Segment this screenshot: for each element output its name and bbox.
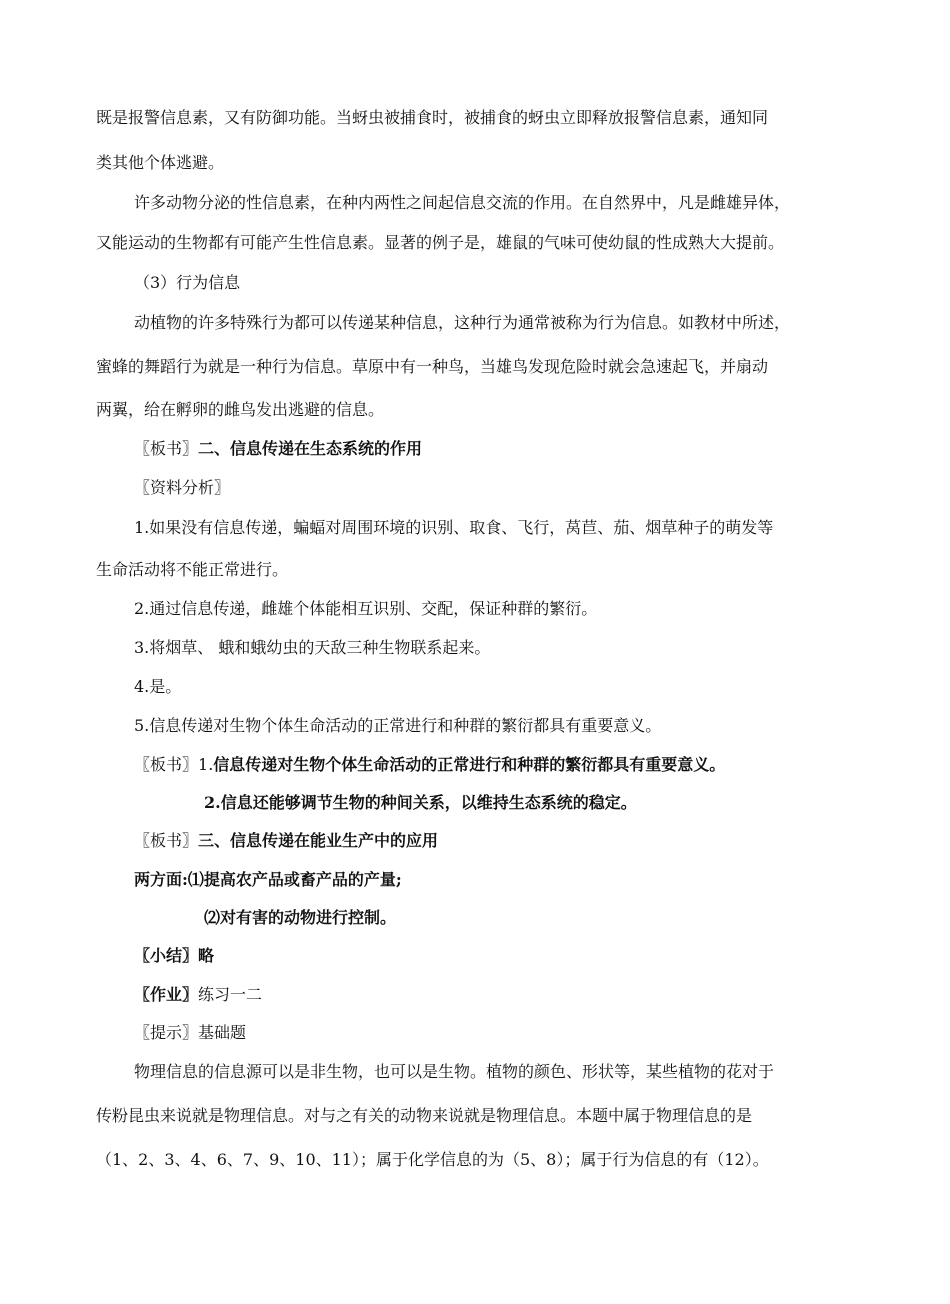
analysis-tag: 〖资料分析〗 bbox=[134, 478, 231, 497]
board-point: 两方面:⑴提高农产品或畜产品的产量; bbox=[134, 870, 402, 889]
paragraph-line: 又能运动的生物都有可能产生性信息素。显著的例子是，雄鼠的气味可使幼鼠的性成熟大大提前。 bbox=[96, 233, 785, 252]
analysis-item: 4.是。 bbox=[134, 677, 182, 696]
paragraph-line: 两翼，给在孵卵的雌鸟发出逃避的信息。 bbox=[96, 400, 385, 419]
hint-line bbox=[134, 1023, 246, 1043]
homework-line bbox=[134, 985, 262, 1005]
analysis-item: 1.如果没有信息传递，蝙蝠对周围环境的识别、取食、飞行，莴苣、茄、烟草种子的萌发等 bbox=[134, 518, 774, 537]
paragraph-line: （1、2、3、4、6、7、9、10、11）；属于化学信息的为（5、8）；属于行为信息的有（12）。 bbox=[96, 1150, 769, 1169]
paragraph-line: 既是报警信息素，又有防御功能。当蚜虫被捕食时，被捕食的蚜虫立即释放报警信息素，通知同 bbox=[96, 108, 769, 127]
board-heading: 二、信息传递在生态系统的作用 bbox=[198, 439, 423, 458]
analysis-item: 3.将烟草、 蛾和蛾幼虫的天敌三种生物联系起来。 bbox=[134, 638, 491, 657]
summary-line bbox=[134, 946, 214, 966]
summary-tag: 〖小结〗 bbox=[134, 946, 199, 965]
paragraph-line: 物理信息的信息源可以是非生物，也可以是生物。植物的颜色、形状等，某些植物的花对于 bbox=[134, 1062, 775, 1081]
paragraph-line: 动植物的许多特殊行为都可以传递某种信息，这种行为通常被称为行为信息。如教材中所述， bbox=[134, 313, 791, 332]
board-note-2 bbox=[134, 755, 725, 775]
board-note-1 bbox=[134, 439, 422, 459]
section-heading: （3）行为信息 bbox=[134, 273, 241, 292]
homework-text: 练习一二 bbox=[198, 985, 263, 1004]
board-number: 1. bbox=[198, 755, 214, 774]
board-tag: 〖板书〗 bbox=[134, 755, 199, 774]
board-tag: 〖板书〗 bbox=[134, 831, 199, 850]
analysis-item: 5.信息传递对生物个体生命活动的正常进行和种群的繁衍都具有重要意义。 bbox=[134, 716, 662, 735]
homework-tag: 〖作业〗 bbox=[134, 985, 199, 1004]
paragraph-line: 许多动物分泌的性信息素，在种内两性之间起信息交流的作用。在自然界中，凡是雌雄异体， bbox=[134, 193, 791, 212]
board-heading: 三、信息传递在能业生产中的应用 bbox=[198, 831, 439, 850]
board-point: ⑵对有害的动物进行控制。 bbox=[204, 908, 397, 927]
paragraph-line: 类其他个体逃避。 bbox=[96, 153, 225, 172]
hint-text: 基础题 bbox=[198, 1023, 247, 1042]
analysis-item: 生命活动将不能正常进行。 bbox=[96, 560, 289, 579]
hint-tag: 〖提示〗 bbox=[134, 1023, 199, 1042]
summary-text: 略 bbox=[198, 946, 215, 965]
analysis-item: 2.通过信息传递，雌雄个体能相互识别、交配，保证种群的繁衍。 bbox=[134, 599, 598, 618]
board-point: 2.信息还能够调节生物的种间关系，以维持生态系统的稳定。 bbox=[204, 793, 637, 812]
board-note-3 bbox=[134, 831, 438, 851]
paragraph-line: 传粉昆虫来说就是物理信息。对与之有关的动物来说就是物理信息。本题中属于物理信息的是 bbox=[96, 1106, 753, 1125]
board-tag: 〖板书〗 bbox=[134, 439, 199, 458]
paragraph-line: 蜜蜂的舞蹈行为就是一种行为信息。草原中有一种鸟，当雄鸟发现危险时就会急速起飞，并扇动 bbox=[96, 357, 769, 376]
board-point: 信息传递对生物个体生命活动的正常进行和种群的繁衍都具有重要意义。 bbox=[213, 755, 726, 774]
